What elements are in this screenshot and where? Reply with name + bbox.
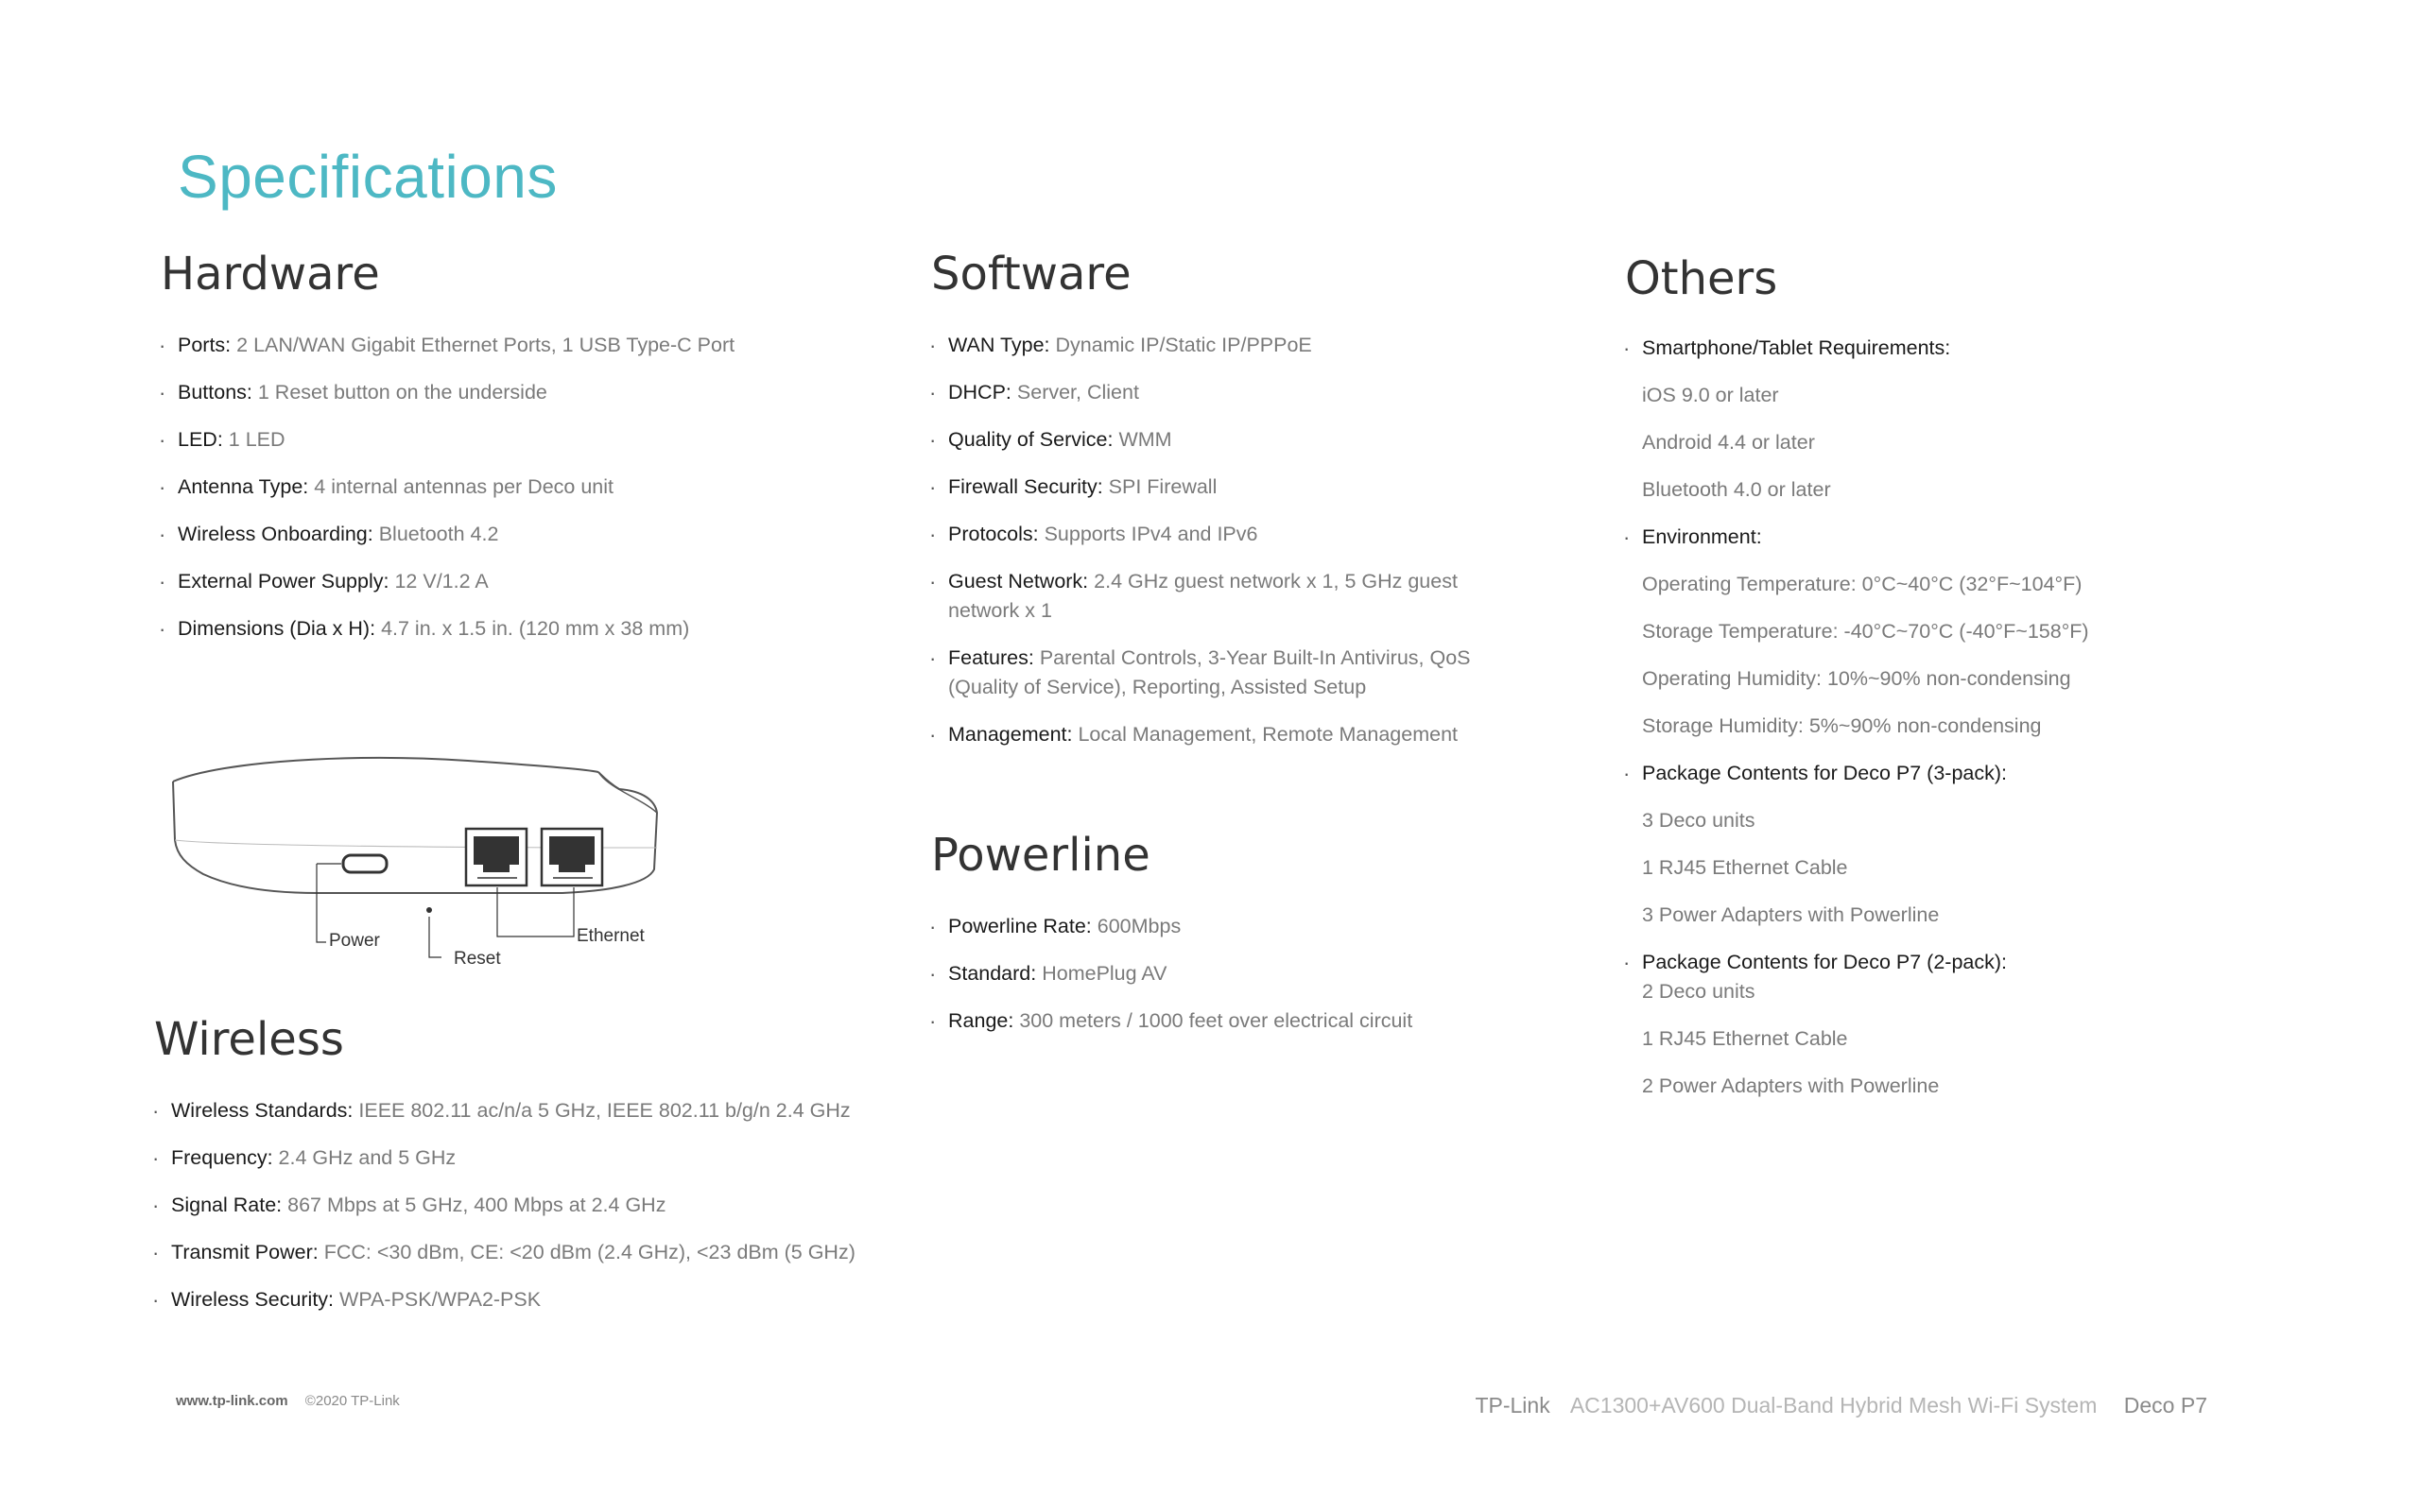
reset-label: Reset	[454, 949, 501, 969]
spec-item-firewall: · Firewall Security: SPI Firewall	[931, 472, 1517, 502]
spec-item-transmit-power: · Transmit Power: FCC: <30 dBm, CE: <20 dBm (2.4 GHz), <23 dBm (5 GHz)	[154, 1238, 929, 1267]
spec-sub-item: 3 Deco units	[1642, 809, 1755, 832]
spec-item-guest-network: · Guest Network: 2.4 GHz guest network x 1, 5 GHz guest network x 1	[931, 567, 1517, 626]
hardware-heading: Hardware	[161, 248, 380, 301]
spec-item-management: · Management: Local Management, Remote Management	[931, 720, 1517, 749]
wireless-list	[154, 1096, 929, 1314]
spec-group-environment: · Environment:	[1625, 523, 2287, 552]
software-section	[931, 248, 1517, 767]
ethernet-port-icon	[466, 829, 527, 885]
spec-item-onboarding: · Wireless Onboarding: Bluetooth 4.2	[161, 520, 879, 549]
spec-item-led: · LED: 1 LED	[161, 425, 879, 455]
footer-url-link[interactable]: www.tp-link.com	[176, 1393, 288, 1409]
software-heading: Software	[931, 248, 1132, 301]
spec-item-range: · Range: 300 meters / 1000 feet over electrical circuit	[931, 1006, 1517, 1036]
footer-brand: TP-Link	[1475, 1393, 1550, 1418]
spec-sub-item: 3 Power Adapters with Powerline	[1642, 903, 1940, 926]
spec-sub-item: Operating Temperature: 0°C~40°C (32°F~104°F)	[1642, 573, 2083, 595]
wireless-section	[154, 1013, 929, 1332]
powerline-list	[931, 912, 1517, 1036]
spec-item-buttons: · Buttons: 1 Reset button on the underside	[161, 378, 879, 407]
others-heading: Others	[1625, 252, 1778, 305]
footer-description: AC1300+AV600 Dual-Band Hybrid Mesh Wi-Fi System	[1569, 1393, 2098, 1418]
ethernet-port-icon	[542, 829, 602, 885]
spec-item-ports: · Ports: 2 LAN/WAN Gigabit Ethernet Ports, 1 USB Type-C Port	[161, 331, 879, 360]
spec-sub-item: 1 RJ45 Ethernet Cable	[1642, 856, 1848, 879]
spec-sub-item: 2 Power Adapters with Powerline	[1642, 1074, 1940, 1097]
spec-sub-item: 1 RJ45 Ethernet Cable	[1642, 1027, 1848, 1050]
spec-item-protocols: · Protocols: Supports IPv4 and IPv6	[931, 520, 1517, 549]
spec-item-features: · Features: Parental Controls, 3-Year Built-In Antivirus, QoS (Quality of Service), Reporting, Assisted Setup	[931, 644, 1517, 702]
spec-item-frequency: · Frequency: 2.4 GHz and 5 GHz	[154, 1143, 929, 1173]
others-section	[1625, 252, 2287, 1119]
spec-item-dimensions: · Dimensions (Dia x H): 4.7 in. x 1.5 in. (120 mm x 38 mm)	[161, 614, 879, 644]
spec-item-dhcp: · DHCP: Server, Client	[931, 378, 1517, 407]
spec-sub-item: 2 Deco units	[1642, 980, 1755, 1003]
spec-group-package-3pack: · Package Contents for Deco P7 (3-pack):	[1625, 759, 2287, 788]
footer-right	[1475, 1393, 2207, 1418]
footer-left	[176, 1393, 400, 1409]
footer-copyright: ©2020 TP-Link	[304, 1393, 400, 1409]
spec-item-power-supply: · External Power Supply: 12 V/1.2 A	[161, 567, 879, 596]
spec-item-antenna: · Antenna Type: 4 internal antennas per Deco unit	[161, 472, 879, 502]
spec-item-standards: · Wireless Standards: IEEE 802.11 ac/n/a 5 GHz, IEEE 802.11 b/g/n 2.4 GHz	[154, 1096, 929, 1125]
powerline-section	[931, 829, 1517, 1054]
spec-item-wan-type: · WAN Type: Dynamic IP/Static IP/PPPoE	[931, 331, 1517, 360]
spec-group-package-2pack: · Package Contents for Deco P7 (2-pack):	[1625, 948, 2287, 977]
spec-item-signal-rate: · Signal Rate: 867 Mbps at 5 GHz, 400 Mbps at 2.4 GHz	[154, 1191, 929, 1220]
spec-item-wireless-security: · Wireless Security: WPA-PSK/WPA2-PSK	[154, 1285, 929, 1314]
spec-item-qos: · Quality of Service: WMM	[931, 425, 1517, 455]
hardware-section	[161, 248, 879, 662]
spec-sub-item: Android 4.4 or later	[1642, 431, 1815, 454]
footer-model: Deco P7	[2123, 1393, 2207, 1418]
software-list	[931, 331, 1517, 749]
spec-item-powerline-rate: · Powerline Rate: 600Mbps	[931, 912, 1517, 941]
hardware-list	[161, 331, 879, 644]
power-label: Power	[329, 931, 380, 951]
spec-group-smartphone: · Smartphone/Tablet Requirements:	[1625, 334, 2287, 363]
device-diagram	[165, 742, 666, 969]
page-title: Specifications	[178, 143, 558, 211]
power-port-icon	[343, 855, 387, 872]
powerline-heading: Powerline	[931, 829, 1150, 882]
spec-sub-item: Storage Humidity: 5%~90% non-condensing	[1642, 714, 2042, 737]
spec-sub-item: Storage Temperature: -40°C~70°C (-40°F~158°F)	[1642, 620, 2089, 643]
ethernet-label: Ethernet	[577, 926, 645, 946]
spec-sub-item: Operating Humidity: 10%~90% non-condensing	[1642, 667, 2071, 690]
wireless-heading: Wireless	[154, 1013, 344, 1066]
spec-item-standard: · Standard: HomePlug AV	[931, 959, 1517, 988]
spec-sub-item: iOS 9.0 or later	[1642, 384, 1779, 406]
spec-sub-item: Bluetooth 4.0 or later	[1642, 478, 1831, 501]
